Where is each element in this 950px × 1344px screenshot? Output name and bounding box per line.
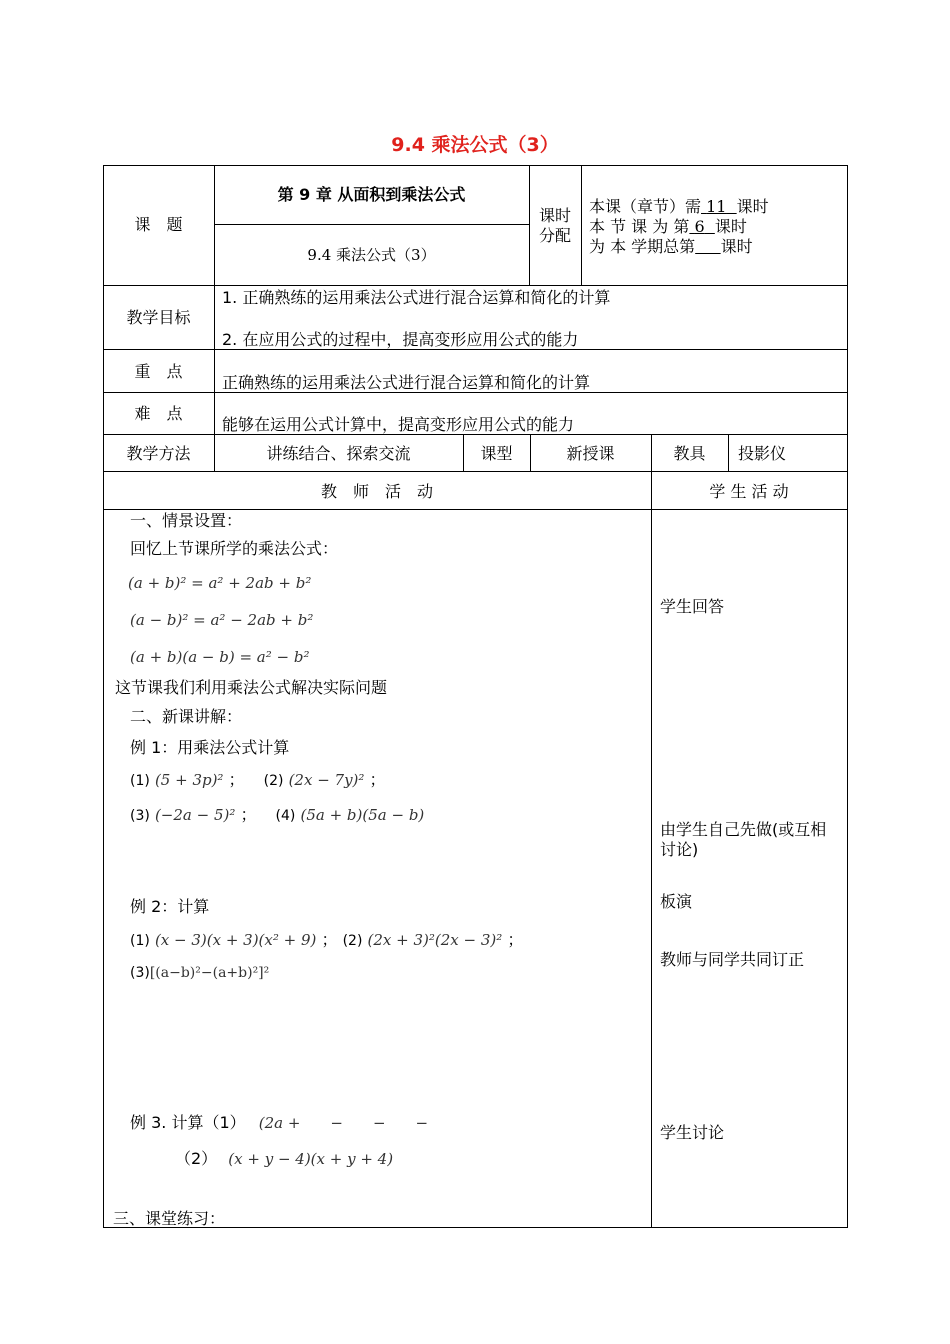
example-1-heading: 例 1：用乘法公式计算	[130, 738, 290, 757]
topic-label: 课 题	[134, 215, 183, 234]
teacher-activity-header: 教 师 活 动	[320, 482, 433, 501]
example-2-heading: 例 2：计算	[130, 897, 210, 916]
tool-value: 投影仪	[738, 444, 787, 463]
tool-label: 教具	[673, 444, 706, 463]
method-value: 讲练结合、探索交流	[266, 444, 411, 463]
example-1-row-2: (3) (−2a − 5)² ； (4) (5a + b)(5a − b)	[130, 805, 425, 824]
student-answer: 学生回答	[660, 597, 725, 616]
time-line-3: 为 本 学期总第 课时	[589, 237, 753, 256]
example-3-row-1: 例 3. 计算（1） (2a + − − −	[130, 1113, 429, 1132]
chapter-title: 第 9 章 从面积到乘法公式	[277, 185, 466, 204]
key-point-label: 重 点	[134, 362, 183, 381]
time-label-1: 课时	[538, 206, 571, 225]
section-1-text: 回忆上节课所学的乘法公式：	[130, 539, 339, 558]
student-correction: 教师与同学共同订正	[660, 950, 805, 969]
student-discussion: 学生讨论	[660, 1123, 725, 1142]
type-label: 课型	[480, 444, 513, 463]
time-line-2: 本 节 课 为 第 6 课时	[589, 217, 747, 236]
objectives-label: 教学目标	[126, 308, 191, 327]
formula-3: (a + b)(a − b) = a² − b²	[130, 648, 310, 666]
method-label: 教学方法	[126, 444, 191, 463]
student-self-work: 由学生自己先做(或互相讨论)	[660, 820, 827, 859]
section-3-heading: 三、课堂练习：	[113, 1209, 226, 1228]
time-line-1: 本课（章节）需 11 课时	[589, 197, 769, 216]
section-2-heading: 二、新课讲解：	[130, 707, 243, 726]
example-2-row-1: (1) (x − 3)(x + 3)(x² + 9) ； (2) (2x + 3)²(2x − 3)² ；	[130, 930, 524, 949]
time-label-2: 分配	[538, 226, 571, 245]
page-title: 9.4 乘法公式（3）	[391, 134, 559, 156]
section-1-heading: 一、情景设置：	[130, 511, 243, 530]
difficulty-text: 能够在运用公式计算中，提高变形应用公式的能力	[222, 415, 575, 434]
formula-1: (a + b)² = a² + 2ab + b²	[128, 574, 312, 592]
lesson-title: 9.4 乘法公式（3）	[307, 246, 436, 264]
student-activity-header: 学 生 活 动	[709, 482, 789, 501]
key-point-text: 正确熟练的运用乘法公式进行混合运算和简化的计算	[222, 373, 591, 392]
type-value: 新授课	[566, 444, 615, 463]
formula-2: (a − b)² = a² − 2ab + b²	[130, 611, 314, 629]
student-board-demo: 板演	[660, 892, 693, 911]
example-1-row-1: (1) (5 + 3p)² ； (2) (2x − 7y)² ；	[130, 770, 386, 789]
difficulty-label: 难 点	[134, 404, 183, 423]
objective-1: 1. 正确熟练的运用乘法公式进行混合运算和简化的计算	[222, 288, 611, 307]
example-2-row-2: (3)[(a−b)²−(a+b)²]²	[130, 965, 270, 981]
section-1-end: 这节课我们利用乘法公式解决实际问题	[115, 678, 388, 697]
example-3-row-2: （2） (x + y − 4)(x + y + 4)	[175, 1149, 394, 1168]
objective-2: 2. 在应用公式的过程中，提高变形应用公式的能力	[222, 330, 579, 349]
